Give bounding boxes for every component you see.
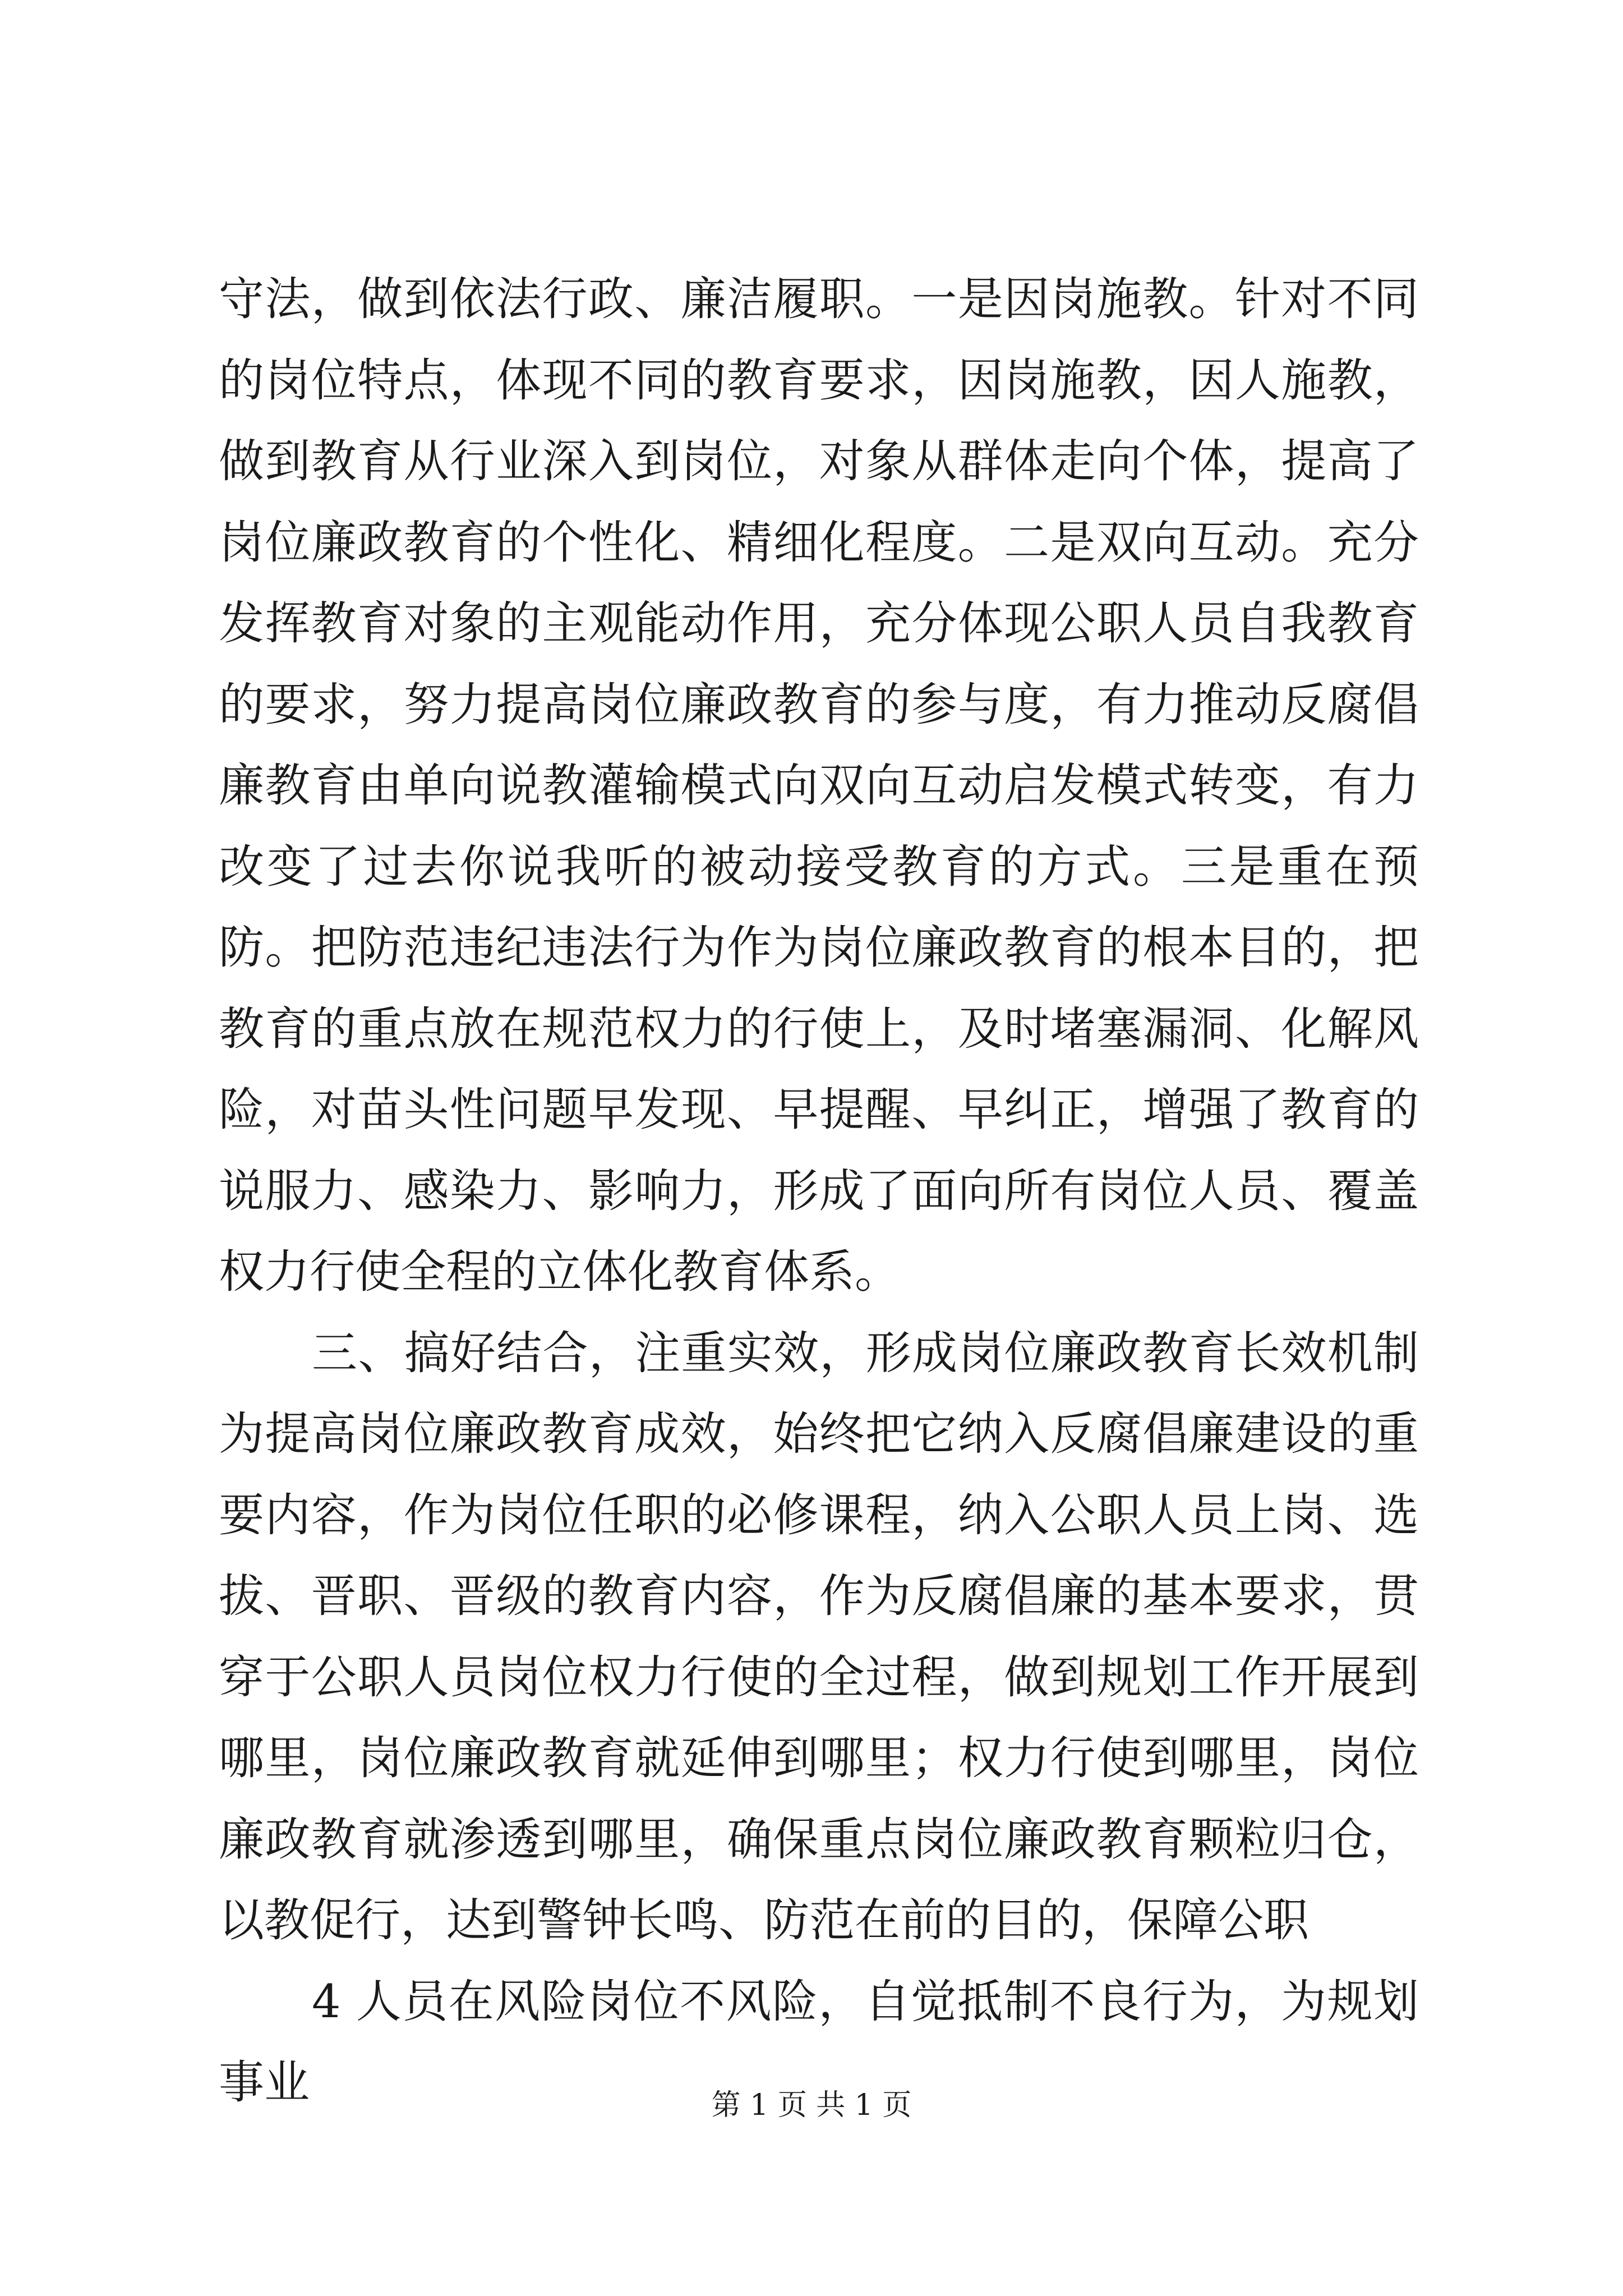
document-body [219,259,1419,2124]
page-footer: 第 1 页 共 1 页 [711,2088,912,2122]
paragraph-1: 守法，做到依法行政、廉洁履职。一是因岗施教。针对不同的岗位特点，体现不同的教育要求，因岗施教，因人施教，做到教育从行业深入到岗位，对象从群体走向个体，提高了岗位廉政教育的个性化、精细化程度。二是双向互动。充分发挥教育对象的主观能动作用，充分体现公职人员自我教育的要求，努力提高岗位廉政教育的参与度，有力推动反腐倡廉教育由单向说教灌输模式向双向互动启发模式转变，有力改变了过去你说我听的被动接受教育的方式。三是重在预防。把防范违纪违法行为作为岗位廉政教育的根本目的，把教育的重点放在规范权力的行使上，及时堵塞漏洞、化解风险，对苗头性问题早发现、早提醒、早纠正，增强了教育的说服力、感染力、影响力，形成了面向所有岗位人员、覆盖权力行使全程的立体化教育体系。 [219,273,1419,1299]
paragraph-3: 4 人员在风险岗位不风险，自觉抵制不良行为，为规划事业 [219,1975,1419,2109]
paragraph-2: 三、搞好结合，注重实效，形成岗位廉政教育长效机制为提高岗位廉政教育成效，始终把它纳入反腐倡廉建设的重要内容，作为岗位任职的必修课程，纳入公职人员上岗、选拔、晋职、晋级的教育内容，作为反腐倡廉的基本要求，贯穿于公职人员岗位权力行使的全过程，做到规划工作开展到哪里，岗位廉政教育就延伸到哪里；权力行使到哪里，岗位廉政教育就渗透到哪里，确保重点岗位廉政教育颗粒归仓，以教促行，达到警钟长鸣、防范在前的目的，保障公职 [219,1327,1419,1947]
